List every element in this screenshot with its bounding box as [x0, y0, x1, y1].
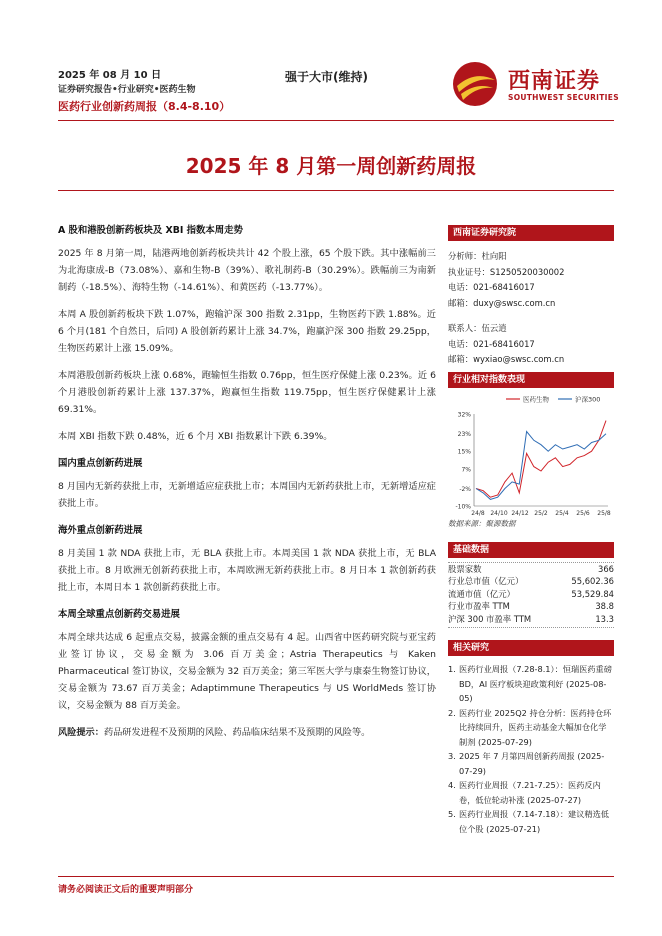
analyst-name: 分析师：杜向阳 [448, 251, 507, 261]
basic-data-key: 行业总市值（亿元） [448, 576, 524, 587]
basic-data-value: 38.8 [595, 601, 614, 612]
basic-data-row [448, 613, 614, 625]
chart-source: 数据来源：聚源数据 [448, 519, 516, 528]
contact-email[interactable]: 邮箱：wyxiao@swsc.com.cn [448, 354, 565, 364]
basic-data-value: 13.3 [595, 613, 614, 624]
x-tick-label: 24/12 [511, 510, 529, 517]
report-type: 证券研究报告•行业研究•医药生物 [58, 85, 196, 95]
paragraph: 8 月国内无新药获批上市，无新增适应症获批上市；本周国内无新药获批上市，无新增适应症获批上市。 [58, 481, 436, 509]
related-list [448, 662, 614, 836]
header-divider [58, 120, 614, 121]
related-item[interactable] [448, 662, 614, 706]
page-title: 2025 年 8 月第一周创新药周报 [185, 154, 477, 178]
section-heading: A 股和港股创新药板块及 XBI 指数本周走势 [58, 225, 243, 236]
y-tick-label: 7% [461, 466, 471, 474]
sidebar-related [448, 640, 614, 836]
x-tick-label: 24/10 [490, 510, 508, 517]
related-item-text: 医药行业周报（7.28-8.1）：恒瑞医药重磅 BD，AI 医疗板块迎政策利好 (2025-08-05) [459, 664, 612, 703]
main-column [58, 222, 436, 751]
section-heading: 本周全球重点创新药交易进展 [58, 609, 180, 620]
brand-name: 西南证券 [508, 68, 601, 94]
analyst-cert: 执业证号：S1250520030002 [448, 266, 565, 277]
related-title: 相关研究 [448, 640, 614, 656]
related-item-number: 4. [448, 780, 456, 790]
section-heading: 国内重点创新药进展 [58, 458, 143, 469]
x-tick-label: 25/6 [576, 510, 590, 517]
brand-logo-icon [451, 60, 503, 110]
related-item[interactable] [448, 749, 614, 778]
y-tick-label: 23% [457, 431, 471, 439]
report-date: 2025 年 08 月 10 日 [58, 70, 162, 81]
analyst-tel: 电话：021-68416017 [448, 282, 535, 292]
title-divider [58, 190, 614, 191]
weekly-title: 医药行业创新药周报（8.4-8.10） [58, 100, 231, 113]
paragraph: 2025 年 8 月第一周，陆港两地创新药板块共计 42 个股上涨，65 个股下跌。其中涨幅前三为北海康成-B（73.08%）、嘉和生物-B（39%）、歌礼制药-B（30.29%）。跌幅前三为南新制药（-18.5%）、海特生物（-14.61%）、和黄医药（-13.77%）。 [58, 248, 436, 293]
legend-label: 医药生物 [523, 395, 549, 404]
related-item[interactable] [448, 807, 614, 836]
footer-divider [58, 876, 614, 877]
related-item-text: 2025 年 7 月第四周创新药周报 (2025-07-29) [459, 751, 605, 776]
basic-data-value: 366 [598, 564, 614, 574]
basic-data-key: 沪深 300 市盈率 TTM [448, 613, 532, 624]
analyst-email[interactable]: 邮箱：duxy@swsc.com.cn [448, 297, 556, 308]
paragraph: 本周 XBI 指数下跌 0.48%，近 6 个月 XBI 指数累计下跌 6.39%。 [58, 431, 333, 442]
y-tick-label: -2% [459, 485, 471, 493]
basic-data-key: 流通市值（亿元） [448, 588, 515, 599]
brand-name-en: SOUTHWEST SECURITIES [508, 93, 619, 102]
basic-data-value: 53,529.84 [571, 588, 614, 599]
contact-name: 联系人：伍云逍 [448, 323, 507, 333]
related-item-text: 医药行业周报（7.14-7.18）：建议精选低位个股 (2025-07-21) [459, 809, 609, 834]
series-line-pharma [476, 421, 606, 498]
legend-label: 沪深300 [575, 395, 601, 404]
rating: 强于大市(维持) [285, 70, 368, 84]
risk-label: 风险提示： [58, 727, 104, 738]
y-tick-label: 32% [457, 411, 471, 419]
related-item-number: 1. [448, 664, 456, 674]
related-item[interactable] [448, 778, 614, 807]
index-chart [448, 390, 614, 518]
basic-data-key: 股票家数 [448, 564, 482, 574]
y-tick-label: -10% [455, 503, 471, 511]
basic-data-title: 基础数据 [448, 542, 614, 558]
related-item-text: 医药行业周报（7.21-7.25）：医药反内卷，低位轮动补涨 (2025-07-27) [459, 780, 601, 805]
risk-warning [58, 724, 436, 741]
chart-title: 行业相对指数表现 [448, 372, 614, 388]
x-tick-label: 25/8 [597, 510, 611, 517]
x-tick-label: 25/4 [555, 510, 569, 517]
related-item-text: 医药行业 2025Q2 持仓分析：医药持仓环比持续回升，医药主动基金大幅加仓化学制剂 (2025-07-29) [459, 707, 612, 747]
basic-data-row [448, 575, 614, 587]
sidebar-basic-data [448, 542, 614, 628]
x-tick-label: 25/2 [534, 510, 548, 517]
series-line-csi300 [476, 432, 606, 500]
basic-data-row [448, 588, 614, 600]
institute-title: 西南证券研究院 [448, 225, 614, 241]
basic-data-value: 55,602.36 [571, 576, 614, 587]
sidebar-chart [448, 372, 614, 529]
related-item-number: 5. [448, 809, 456, 819]
x-tick-label: 24/8 [471, 510, 485, 517]
related-item[interactable] [448, 706, 614, 750]
basic-data-key: 行业市盈率 TTM [448, 601, 510, 612]
basic-data-row [448, 600, 614, 612]
paragraph: 本周全球共达成 6 起重点交易，披露金额的重点交易有 4 起。山西省中医药研究院与亚宝药业签订协议，交易金额为 3.06 百万美金；Astria Therapeutics 与 Kaken Pharmaceutical 签订协议，交易金额为 32 百万美金；第三军医大学与康泰生物签订协议，交易金额为 73.67 百万美金；Adaptimmune Therapeutics 与 US WorldMeds 签订协议，交易金额为 88 百万美金。 [58, 632, 436, 711]
related-item-number: 3. [448, 751, 456, 761]
paragraph: 本周港股创新药板块上涨 0.68%，跑输恒生指数 0.76pp，恒生医疗保健上涨 0.23%。近 6 个月港股创新药累计上涨 137.37%，跑赢恒生指数 119.75pp，恒生医疗保健累计上涨 69.31%。 [58, 370, 436, 415]
section-heading: 海外重点创新药进展 [58, 525, 143, 536]
footer-disclaimer: 请务必阅读正文后的重要声明部分 [58, 885, 194, 895]
sidebar-analysts [448, 225, 614, 368]
paragraph: 本周 A 股创新药板块下跌 1.07%，跑输沪深 300 指数 2.31pp，生物医药下跌 1.88%。近 6 个月(181 个自然日，后同) A 股创新药累计上涨 34.7%，跑赢沪深 300 指数 29.25pp，生物医药累计上涨 15.09%。 [58, 309, 436, 354]
risk-text: 药品研发进程不及预期的风险、药品临床结果不及预期的风险等。 [103, 727, 371, 738]
paragraph: 8 月美国 1 款 NDA 获批上市，无 BLA 获批上市。本周美国 1 款 NDA 获批上市，无 BLA 获批上市。8 月欧洲无创新药获批上市，本周欧洲无新药获批上市。8 月日本 1 款创新药获批上市，本周日本 1 款创新药获批上市。 [58, 548, 436, 593]
contact-tel: 电话：021-68416017 [448, 338, 535, 349]
related-item-number: 2. [448, 707, 456, 718]
basic-data-list [448, 563, 614, 625]
basic-data-row [448, 563, 614, 575]
y-tick-label: 15% [457, 448, 471, 456]
